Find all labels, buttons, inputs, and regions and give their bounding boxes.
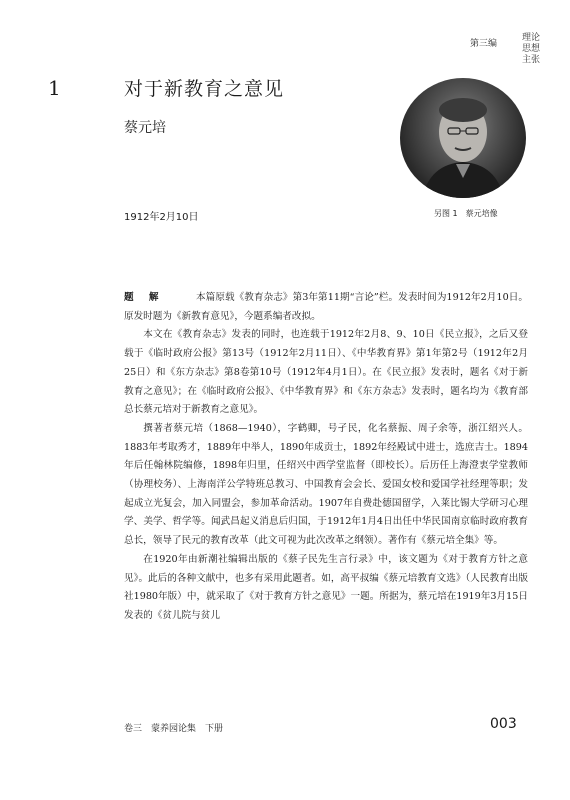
publication-date: 1912年2月10日 bbox=[124, 212, 199, 223]
body-text bbox=[124, 289, 528, 626]
page-number: 003 bbox=[490, 716, 517, 732]
paragraph-2: 本文在《教育杂志》发表的同时，也连载于1912年2月8、9、10日《民立报》，之后又登载于《临时政府公报》第13号（1912年2月11日）、《中华教育界》第1年第2号（1912年2月25日）和《东方杂志》第8卷第10号（1912年4月1日）。在《民立报》发表时，题名《对于新教育之意见》；在《临时政府公报》、《中华教育界》和《东方杂志》发表时，题名均为《教育部总长蔡元培对于新教育之意见》。 bbox=[124, 329, 528, 416]
paragraph-1: 本篇原载《教育杂志》第3年第11期“言论”栏。发表时间为1912年2月10日。原发时题为《新教育意见》，今题系编者改拟。 bbox=[124, 292, 528, 322]
header-section-line-1: 理论 bbox=[522, 33, 541, 43]
header-section-line-3: 主张 bbox=[522, 55, 541, 65]
paragraph-4: 在1920年由新潮社编辑出版的《蔡子民先生言行录》中，该文题为《对于教育方针之意见》。此后的各种文献中，也多有采用此题者。如，高平叔编《蔡元培教育文选》（人民教育出版社1980年版）中，就采取了《对于教育方针之意见》一题。所据为，蔡元培在1919年3月15日发表的《贫儿院与贫儿 bbox=[124, 553, 528, 621]
intro-label: 题 解 bbox=[124, 292, 165, 303]
paragraph-3: 撰著者蔡元培（1868—1940），字鹤卿，号孑民，化名蔡振、周子余等，浙江绍兴人。1883年考取秀才，1889年中举人，1890年成贡士，1892年经殿试中进士，选庶吉士。1894年后任翰林院编修，1898年归里，任绍兴中西学堂监督（即校长）。后历任上海澄衷学堂教师（协理校务）、上海南洋公学特班总教习、中国教育会会长、爱国女校和爱国学社经理等职；发起成立光复会，加入同盟会，参加革命活动。1907年自费赴德国留学，入莱比锡大学研习心理学、美学、哲学等。闻武昌起义消息后归国，于1912年1月4日出任中华民国南京临时政府教育总长，领导了民元的教育改革（此文可视为此次改革之纲领）。著作有《蔡元培全集》等。 bbox=[124, 422, 528, 547]
header-section-label bbox=[522, 33, 556, 66]
header-section-line-2: 思想 bbox=[522, 44, 541, 54]
header-part-label: 第三编 bbox=[470, 39, 498, 49]
footer-volume-info: 卷三 蒙养园论集 下册 bbox=[124, 724, 224, 734]
figure-caption: 另图 1 蔡元培像 bbox=[434, 209, 498, 218]
chapter-number: 1 bbox=[48, 76, 61, 100]
portrait-photo bbox=[400, 78, 526, 198]
portrait-image bbox=[400, 78, 526, 198]
chapter-title: 对于新教育之意见 bbox=[124, 78, 285, 100]
author-name: 蔡元培 bbox=[124, 120, 166, 136]
